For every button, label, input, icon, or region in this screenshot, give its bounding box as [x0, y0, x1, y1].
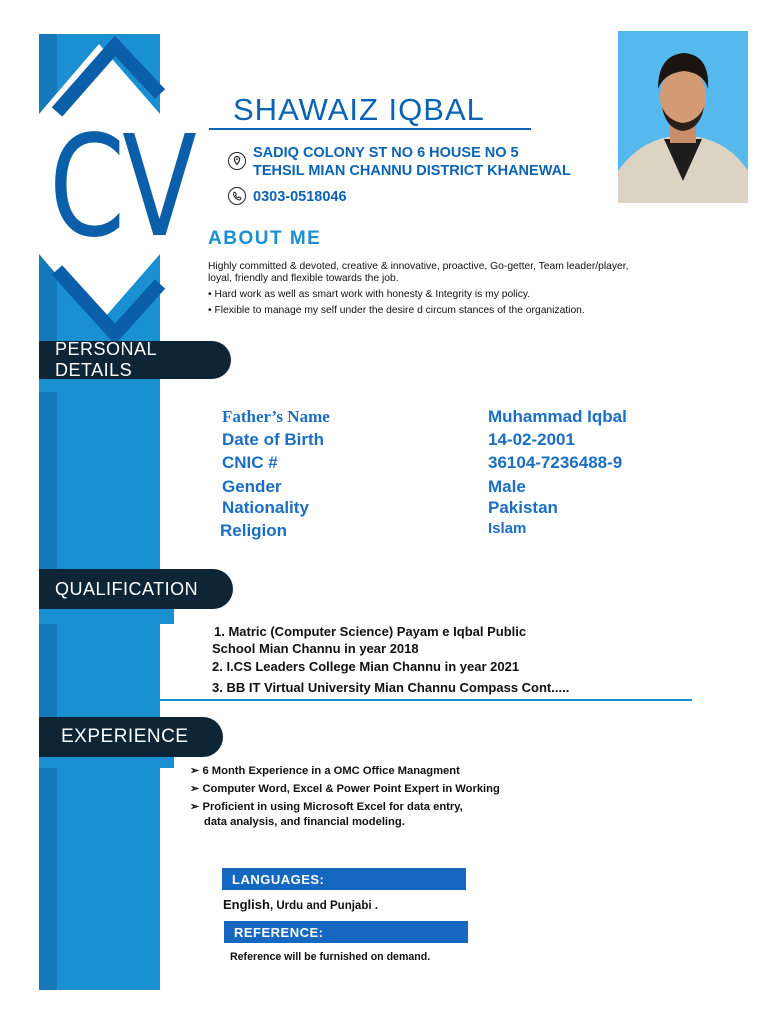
qualification-line-2: School Mian Channu in year 2018	[212, 641, 419, 656]
languages-value-b: , Urdu and Punjabi .	[269, 900, 378, 912]
reference-heading: REFERENCE:	[234, 924, 324, 940]
qualification-heading: QUALIFICATION	[55, 578, 199, 599]
personal-details-heading: PERSONAL DETAILS	[55, 339, 157, 380]
about-text	[208, 261, 638, 321]
experience-tab	[39, 717, 223, 757]
personal-details-tab	[39, 341, 231, 379]
label-cnic: CNIC #	[222, 453, 278, 472]
name-underline	[209, 128, 531, 130]
value-fathers-name: Muhammad Iqbal	[488, 407, 627, 426]
languages-value-a: English	[223, 897, 270, 912]
languages-heading: LANGUAGES:	[232, 871, 325, 887]
experience-line-1: ➢ 6 Month Experience in a OMC Office Managment	[190, 765, 460, 777]
address-line-2: TEHSIL MIAN CHANNU DISTRICT KHANEWAL	[253, 163, 571, 179]
about-bullet-2: • Flexible to manage my self under the desire d circum stances of the organization.	[208, 305, 585, 316]
value-nationality: Pakistan	[488, 498, 558, 517]
value-cnic: 36104-7236488-9	[488, 453, 623, 472]
value-religion: Islam	[488, 520, 527, 537]
qualification-line-4: 3. BB IT Virtual University Mian Channu Compass Cont.....	[212, 680, 570, 695]
languages-value	[223, 897, 378, 912]
qualification-tab	[39, 569, 233, 609]
location-pin-icon	[228, 152, 246, 170]
phone-icon	[228, 187, 246, 205]
value-date-of-birth: 14-02-2001	[488, 430, 575, 449]
candidate-name: SHAWAIZ IQBAL	[233, 92, 485, 127]
languages-bar	[222, 868, 466, 890]
label-gender: Gender	[222, 477, 282, 496]
reference-value: Reference will be furnished on demand.	[230, 951, 431, 963]
about-bullet-1: • Hard work as well as smart work with honesty & Integrity is my policy.	[208, 289, 531, 300]
phone-number: 0303-0518046	[253, 189, 347, 205]
experience-line-3: ➢ Proficient in using Microsoft Excel for data entry,	[190, 801, 463, 813]
about-paragraph: Highly committed & devoted, creative & innovative, proactive, Go-getter, Team leader/player, loyal, friendly and flexible towards the job.	[208, 261, 629, 284]
label-date-of-birth: Date of Birth	[222, 430, 324, 449]
experience-line-2: ➢ Computer Word, Excel & Power Point Expert in Working	[190, 783, 500, 795]
experience-line-4: data analysis, and financial modeling.	[204, 816, 405, 828]
value-gender: Male	[488, 477, 526, 496]
label-fathers-name: Father’s Name	[222, 407, 330, 426]
experience-heading: EXPERIENCE	[61, 726, 189, 747]
label-nationality: Nationality	[222, 498, 309, 517]
address-line-1: SADIQ COLONY ST NO 6 HOUSE NO 5	[253, 145, 519, 161]
profile-photo	[618, 31, 748, 203]
cv-monogram: CV	[49, 106, 194, 269]
qualification-line-1: 1. Matric (Computer Science) Payam e Iqbal Public	[214, 624, 527, 639]
label-religion: Religion	[220, 521, 288, 540]
qualification-line-3: 2. I.CS Leaders College Mian Channu in year 2021	[212, 659, 520, 674]
about-heading: ABOUT ME	[208, 228, 322, 249]
reference-bar	[224, 921, 468, 943]
qualification-divider	[160, 699, 692, 701]
